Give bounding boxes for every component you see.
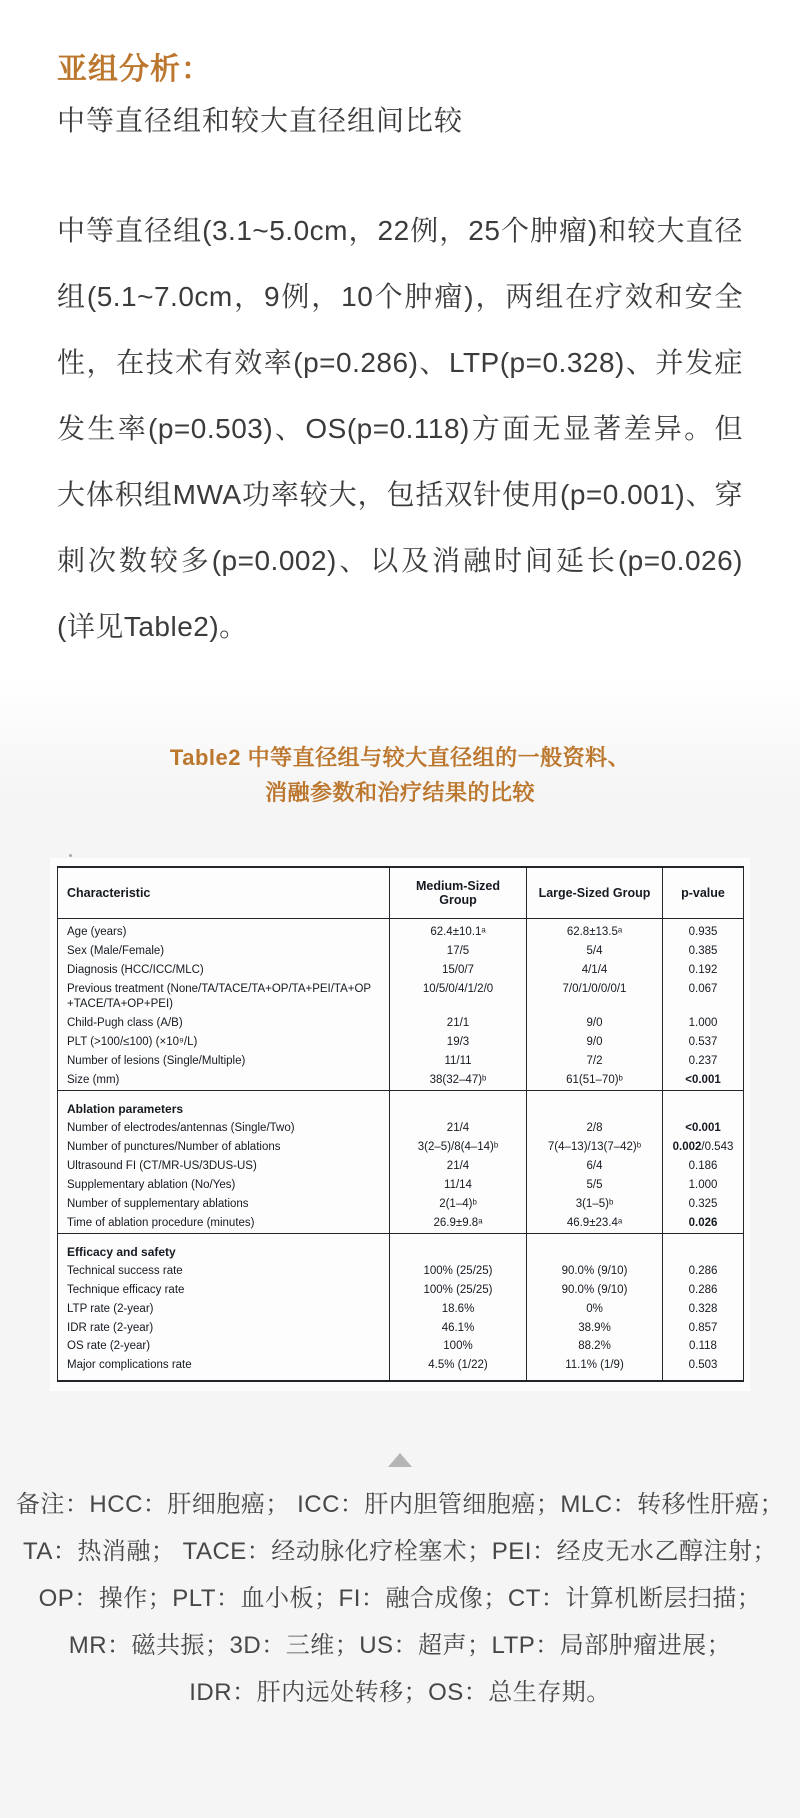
table-row: [58, 1139, 744, 1158]
footnote-line-4: MR：磁共振；3D：三维；US：超声；LTP：局部肿瘤进展；: [68, 1632, 732, 1660]
large-group-value-cell: 88.2%: [527, 1338, 663, 1357]
table-title-line-2: 消融参数和治疗结果的比较: [264, 780, 535, 805]
table-row: [58, 1262, 744, 1281]
medium-group-value-cell: 21/4: [390, 1158, 527, 1177]
p-value-cell: [663, 1139, 744, 1158]
table2: [57, 866, 744, 1382]
p-value-text: 0.857: [688, 1321, 718, 1334]
p-value-text: 0.118: [689, 1340, 717, 1353]
p-value-text: 0.286: [688, 1283, 718, 1296]
medium-group-value-cell: 100% (25/25): [390, 1281, 527, 1300]
row-label-cell: Number of punctures/Number of ablations: [67, 1141, 281, 1154]
table-row: [58, 1300, 744, 1319]
medium-group-value-cell: 21/1: [390, 1015, 527, 1034]
large-group-value-cell: 2/8: [527, 1120, 663, 1139]
p-value-text: 0.067: [688, 982, 718, 995]
medium-group-value-cell: 15/0/7: [390, 961, 527, 980]
table-row: [58, 1158, 744, 1177]
p-value-significant: <0.001: [685, 1122, 721, 1135]
p-value-cell: [663, 980, 744, 1015]
medium-group-value-cell: 19/3: [390, 1034, 527, 1053]
p-value-cell: [663, 961, 744, 980]
large-group-value-cell: 6/4: [527, 1158, 663, 1177]
table-section-row: [58, 1091, 744, 1120]
large-group-value-cell: 5/4: [527, 942, 663, 961]
triangle-up-icon[interactable]: [388, 1453, 412, 1467]
table-row: [58, 1338, 744, 1357]
figure-section: [0, 674, 800, 1818]
p-value-text: 0.503: [688, 1359, 718, 1372]
p-value-cell: [663, 1300, 744, 1319]
medium-group-value-cell: 18.6%: [390, 1300, 527, 1319]
table-row: [58, 1015, 744, 1034]
p-value-cell: [663, 1262, 744, 1281]
row-label-cell: Technique efficacy rate: [67, 1283, 185, 1296]
table-row: [58, 1195, 744, 1214]
row-label-cell: Number of electrodes/antennas (Single/Two): [67, 1122, 295, 1135]
p-value-cell: [663, 942, 744, 961]
medium-group-value-cell: 4.5% (1/22): [390, 1357, 527, 1381]
empty-cell: [527, 1091, 663, 1120]
table2-figure: [50, 858, 750, 1391]
table2-body: [58, 919, 744, 1382]
large-group-value-cell: 11.1% (1/9): [527, 1357, 663, 1381]
table-row: [58, 1071, 744, 1090]
table-row: [58, 980, 744, 1015]
table-row: [58, 1176, 744, 1195]
empty-cell: [527, 1233, 663, 1262]
table-row: [58, 961, 744, 980]
row-label-cell: IDR rate (2-year): [67, 1321, 154, 1334]
footnote-line-3: OP：操作；PLT：血小板；FI：融合成像；CT：计算机断层扫描；: [38, 1585, 762, 1613]
row-label-cell: Time of ablation procedure (minutes): [67, 1216, 255, 1229]
row-label-cell: LTP rate (2-year): [67, 1302, 154, 1315]
p-value-text: 1.000: [688, 1178, 718, 1191]
large-group-value-cell: 4/1/4: [527, 961, 663, 980]
empty-cell: [663, 1091, 744, 1120]
article-text-block: [0, 0, 800, 660]
section-title-cell: Ablation parameters: [58, 1091, 390, 1120]
large-group-value-cell: 7/2: [527, 1053, 663, 1072]
row-label-cell: Age (years): [67, 926, 127, 938]
table2-header: [58, 867, 744, 919]
table-row: [58, 942, 744, 961]
footnote-line-1: 备注：HCC：肝细胞癌； ICC：肝内胆管细胞癌；MLC：转移性肝癌；: [15, 1491, 785, 1519]
medium-group-value-cell: 2(1–4)ᵇ: [390, 1195, 527, 1214]
table-row: [58, 1319, 744, 1338]
p-value-text: 0.328: [688, 1302, 718, 1315]
p-value-cell: [663, 1357, 744, 1381]
scan-speck: [69, 854, 72, 857]
row-label-cell: Number of supplementary ablations: [67, 1197, 249, 1210]
row-label-cell: Supplementary ablation (No/Yes): [67, 1178, 236, 1191]
p-value-cell: [663, 1281, 744, 1300]
row-label-cell: Major complications rate: [67, 1359, 192, 1372]
row-label-cell: Sex (Male/Female): [67, 944, 165, 957]
empty-cell: [663, 1233, 744, 1262]
p-value-cell: [663, 1158, 744, 1177]
large-group-value-cell: 3(1–5)ᵇ: [527, 1195, 663, 1214]
medium-group-value-cell: 100% (25/25): [390, 1262, 527, 1281]
row-label-cell: PLT (>100/≤100) (×10⁹/L): [67, 1036, 198, 1049]
p-value-text: 0.192: [688, 963, 718, 976]
p-value-cell: [663, 1214, 744, 1233]
table-title: [0, 740, 800, 810]
table-row: [58, 1357, 744, 1381]
medium-group-value-cell: 11/11: [390, 1053, 527, 1072]
p-value-cell: [663, 1319, 744, 1338]
header-large-group: Large-Sized Group: [527, 867, 663, 919]
p-value-cell: [663, 1195, 744, 1214]
table-row: [58, 1120, 744, 1139]
p-value-cell: [663, 1338, 744, 1357]
table-header-row: [58, 867, 744, 919]
header-characteristic: Characteristic: [58, 867, 390, 919]
medium-group-value-cell: 17/5: [390, 942, 527, 961]
header-medium-group: Medium-Sized Group: [390, 867, 527, 919]
body-paragraph: 中等直径组(3.1~5.0cm，22例，25个肿瘤)和较大直径组(5.1~7.0cm，9例，10个肿瘤)，两组在疗效和安全性，在技术有效率(p=0.286)、LTP(p=0.328)、并发症发生率(p=0.503)、OS(p=0.118)方面无显著差异。但大体积组MWA功率较大，包括双针使用(p=0.001)、穿刺次数较多(p=0.002)、以及消融时间延长(p=0.026)(详见Table2)。: [57, 215, 743, 642]
row-label-cell: Previous treatment (None/TA/TACE/TA+OP/TA+PEI/TA+OP +TACE/TA+OP+PEI): [67, 982, 371, 1011]
p-value-text: 0.385: [688, 944, 718, 957]
p-value-cell: [663, 1015, 744, 1034]
p-value-text: 0.935: [688, 926, 718, 938]
p-value-cell: [663, 1071, 744, 1090]
row-label-cell: Diagnosis (HCC/ICC/MLC): [67, 963, 204, 976]
large-group-value-cell: 38.9%: [527, 1319, 663, 1338]
row-label-cell: Technical success rate: [67, 1264, 183, 1277]
medium-group-value-cell: 46.1%: [390, 1319, 527, 1338]
medium-group-value-cell: 10/5/0/4/1/2/0: [390, 980, 527, 1015]
p-value-significant: 0.002: [672, 1141, 702, 1154]
large-group-value-cell: 62.8±13.5ᵃ: [527, 919, 663, 943]
header-p-value: p-value: [663, 867, 744, 919]
table-row: [58, 1214, 744, 1233]
table-row: [58, 1281, 744, 1300]
table-row: [58, 919, 744, 943]
large-group-value-cell: 9/0: [527, 1015, 663, 1034]
large-group-value-cell: 90.0% (9/10): [527, 1262, 663, 1281]
collapse-control[interactable]: [388, 1453, 412, 1467]
medium-group-value-cell: 21/4: [390, 1120, 527, 1139]
p-value-significant: <0.001: [685, 1073, 721, 1086]
p-value-cell: [663, 919, 744, 943]
p-value-text: 0.286: [688, 1264, 718, 1277]
p-value-text: 0.186: [688, 1160, 718, 1172]
section-subheading: 中等直径组和较大直径组间比较: [57, 105, 464, 136]
section-heading: 亚组分析：: [57, 53, 212, 86]
p-value-cell: [663, 1034, 744, 1053]
p-value-text: 1.000: [688, 1017, 718, 1030]
table-title-line-1: Table2 中等直径组与较大直径组的一般资料、: [169, 745, 631, 770]
p-value-cell: [663, 1053, 744, 1072]
large-group-value-cell: 61(51–70)ᵇ: [527, 1071, 663, 1090]
large-group-value-cell: 7(4–13)/13(7–42)ᵇ: [527, 1139, 663, 1158]
row-label-cell: Number of lesions (Single/Multiple): [67, 1055, 246, 1068]
p-value-significant: 0.026: [688, 1216, 718, 1229]
p-value-text: 0.537: [688, 1036, 718, 1049]
medium-group-value-cell: 100%: [390, 1338, 527, 1357]
large-group-value-cell: 0%: [527, 1300, 663, 1319]
large-group-value-cell: 46.9±23.4ᵃ: [527, 1214, 663, 1233]
table-row: [58, 1034, 744, 1053]
row-label-cell: Ultrasound FI (CT/MR-US/3DUS-US): [67, 1160, 257, 1172]
table-section-row: [58, 1233, 744, 1262]
section-title-cell: Efficacy and safety: [58, 1233, 390, 1262]
medium-group-value-cell: 3(2–5)/8(4–14)ᵇ: [390, 1139, 527, 1158]
p-value-text: 0.237: [688, 1055, 718, 1068]
large-group-value-cell: 5/5: [527, 1176, 663, 1195]
p-value-cell: [663, 1176, 744, 1195]
footnote: [0, 1481, 800, 1716]
medium-group-value-cell: 38(32–47)ᵇ: [390, 1071, 527, 1090]
medium-group-value-cell: 62.4±10.1ᵃ: [390, 919, 527, 943]
row-label-cell: Size (mm): [67, 1073, 120, 1086]
large-group-value-cell: 7/0/1/0/0/0/1: [527, 980, 663, 1015]
p-value-cell: [663, 1120, 744, 1139]
empty-cell: [390, 1091, 527, 1120]
footnote-line-5: IDR：肝内远处转移；OS：总生存期。: [189, 1679, 611, 1707]
table-row: [58, 1053, 744, 1072]
row-label-cell: OS rate (2-year): [67, 1340, 151, 1353]
medium-group-value-cell: 11/14: [390, 1176, 527, 1195]
large-group-value-cell: 9/0: [527, 1034, 663, 1053]
empty-cell: [390, 1233, 527, 1262]
row-label-cell: Child-Pugh class (A/B): [67, 1017, 183, 1030]
large-group-value-cell: 90.0% (9/10): [527, 1281, 663, 1300]
p-value-text: 0.325: [688, 1197, 718, 1210]
medium-group-value-cell: 26.9±9.8ᵃ: [390, 1214, 527, 1233]
footnote-line-2: TA：热消融； TACE：经动脉化疗栓塞术；PEI：经皮无水乙醇注射；: [23, 1538, 777, 1566]
p-value-text: /0.543: [701, 1141, 734, 1154]
